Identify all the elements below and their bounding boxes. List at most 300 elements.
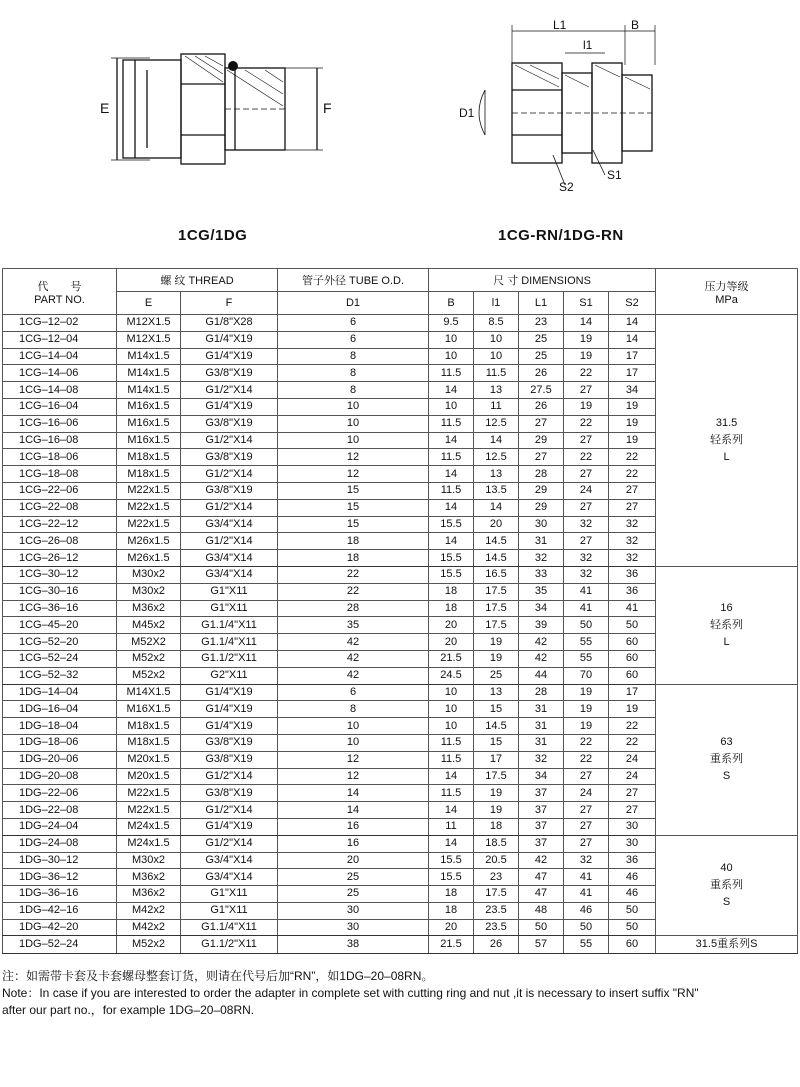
pressure-line: 31.5 — [715, 416, 738, 429]
header-e: E — [117, 292, 181, 315]
cell-dim-s2: 22 — [609, 466, 656, 483]
cell-dim-s2: 27 — [609, 482, 656, 499]
table-row — [3, 315, 798, 332]
cell-dim-l1-small: 16.5 — [474, 566, 519, 583]
cell-dim-l1: 23 — [519, 315, 564, 332]
cell-dim-l1-small: 26 — [474, 936, 519, 954]
cell-dim-l1: 31 — [519, 533, 564, 550]
cell-part-no: 1CG–52–32 — [3, 667, 117, 684]
cell-part-no: 1DG–52–24 — [3, 936, 117, 954]
header-tube: 管子外径 TUBE O.D. — [278, 269, 429, 292]
pressure-line: L — [723, 635, 730, 648]
cell-thread-e: M22x1.5 — [117, 482, 181, 499]
cell-dim-s2: 36 — [609, 566, 656, 583]
cell-part-no: 1CG–14–08 — [3, 382, 117, 399]
cell-dim-l1: 47 — [519, 886, 564, 903]
cell-thread-f: G1/2"X14 — [181, 382, 278, 399]
cell-thread-e: M12X1.5 — [117, 331, 181, 348]
cell-dim-l1-small: 13 — [474, 382, 519, 399]
cell-thread-f: G1/2"X14 — [181, 533, 278, 550]
cell-dim-l1: 37 — [519, 802, 564, 819]
cell-dim-l1: 34 — [519, 600, 564, 617]
cell-thread-e: M12X1.5 — [117, 315, 181, 332]
cell-part-no: 1DG–18–04 — [3, 718, 117, 735]
cell-part-no: 1DG–18–06 — [3, 734, 117, 751]
cell-thread-f: G1/2"X14 — [181, 432, 278, 449]
fitting-drawing-rn — [455, 15, 685, 195]
cell-dim-l1-small: 25 — [474, 667, 519, 684]
cell-dim-b: 11.5 — [429, 751, 474, 768]
header-s2: S2 — [609, 292, 656, 315]
cell-part-no: 1CG–16–06 — [3, 415, 117, 432]
notes — [2, 968, 699, 1019]
cell-part-no: 1DG–30–12 — [3, 852, 117, 869]
caption-rn: 1CG-RN/1DG-RN — [498, 227, 624, 244]
cell-dim-s2: 34 — [609, 382, 656, 399]
cell-dim-b: 14 — [429, 432, 474, 449]
cell-dim-b: 11.5 — [429, 449, 474, 466]
cell-part-no: 1DG–24–08 — [3, 835, 117, 852]
cell-tube-d1: 10 — [278, 734, 429, 751]
cell-thread-f: G1/4"X19 — [181, 684, 278, 701]
cell-thread-e: M16x1.5 — [117, 398, 181, 415]
cell-part-no: 1DG–20–06 — [3, 751, 117, 768]
cell-dim-l1-small: 8.5 — [474, 315, 519, 332]
cell-dim-l1-small: 17 — [474, 751, 519, 768]
cell-tube-d1: 30 — [278, 902, 429, 919]
cell-dim-s2: 50 — [609, 902, 656, 919]
cell-dim-b: 10 — [429, 684, 474, 701]
cell-dim-l1: 48 — [519, 902, 564, 919]
cell-tube-d1: 8 — [278, 382, 429, 399]
pressure-line: 16 — [720, 601, 733, 614]
header-dimensions: 尺 寸 DIMENSIONS — [429, 269, 656, 292]
cell-dim-l1-small: 17.5 — [474, 768, 519, 785]
cell-part-no: 1CG–18–08 — [3, 466, 117, 483]
header-d1: D1 — [278, 292, 429, 315]
cell-part-no: 1DG–42–20 — [3, 919, 117, 936]
cell-dim-l1-small: 19 — [474, 785, 519, 802]
cell-part-no: 1CG–26–12 — [3, 550, 117, 567]
cell-tube-d1: 12 — [278, 466, 429, 483]
cell-dim-s1: 41 — [564, 583, 609, 600]
cell-thread-f: G1/2"X14 — [181, 499, 278, 516]
cell-dim-s1: 41 — [564, 869, 609, 886]
cell-thread-f: G3/8"X19 — [181, 449, 278, 466]
cell-thread-e: M22x1.5 — [117, 516, 181, 533]
cell-dim-s1: 22 — [564, 415, 609, 432]
cell-dim-s2: 32 — [609, 516, 656, 533]
cell-part-no: 1DG–36–12 — [3, 869, 117, 886]
cell-dim-l1: 44 — [519, 667, 564, 684]
cell-dim-l1-small: 10 — [474, 348, 519, 365]
cell-dim-s1: 32 — [564, 516, 609, 533]
cell-part-no: 1CG–52–24 — [3, 650, 117, 667]
cell-thread-e: M14X1.5 — [117, 684, 181, 701]
cell-dim-s2: 32 — [609, 533, 656, 550]
cell-thread-e: M30x2 — [117, 566, 181, 583]
pressure-rating — [656, 835, 798, 936]
cell-dim-s1: 32 — [564, 550, 609, 567]
cell-tube-d1: 16 — [278, 835, 429, 852]
cell-dim-s2: 17 — [609, 348, 656, 365]
cell-dim-l1-small: 18.5 — [474, 835, 519, 852]
cell-thread-f: G1/4"X19 — [181, 701, 278, 718]
cell-dim-l1: 47 — [519, 869, 564, 886]
cell-thread-f: G1/2"X14 — [181, 466, 278, 483]
cell-part-no: 1CG–22–06 — [3, 482, 117, 499]
cell-dim-l1: 31 — [519, 701, 564, 718]
cell-dim-l1: 31 — [519, 718, 564, 735]
cell-part-no: 1DG–22–06 — [3, 785, 117, 802]
cell-part-no: 1CG–14–04 — [3, 348, 117, 365]
table-row — [3, 936, 798, 954]
cell-dim-b: 18 — [429, 600, 474, 617]
cell-thread-f: G1.1/4"X11 — [181, 634, 278, 651]
cell-thread-e: M36x2 — [117, 886, 181, 903]
cell-dim-b: 14 — [429, 768, 474, 785]
cell-thread-f: G1.1/4"X11 — [181, 617, 278, 634]
cell-dim-s1: 50 — [564, 617, 609, 634]
cell-dim-s2: 27 — [609, 785, 656, 802]
cell-dim-s1: 19 — [564, 348, 609, 365]
cell-dim-b: 18 — [429, 902, 474, 919]
header-l1-small: l1 — [474, 292, 519, 315]
cell-dim-b: 10 — [429, 398, 474, 415]
pressure-line: 40 — [720, 862, 733, 875]
pressure-rating — [656, 315, 798, 567]
table-row — [3, 835, 798, 852]
cell-thread-e: M14x1.5 — [117, 348, 181, 365]
dimension-label-f: F — [323, 100, 332, 116]
cell-dim-s2: 19 — [609, 432, 656, 449]
cell-dim-l1: 29 — [519, 432, 564, 449]
cell-thread-f: G1/2"X14 — [181, 768, 278, 785]
cell-dim-s1: 27 — [564, 835, 609, 852]
cell-thread-f: G1/4"X19 — [181, 398, 278, 415]
pressure-line: S — [722, 770, 731, 783]
cell-tube-d1: 10 — [278, 415, 429, 432]
cell-tube-d1: 8 — [278, 348, 429, 365]
cell-thread-f: G3/4"X14 — [181, 516, 278, 533]
cell-tube-d1: 30 — [278, 919, 429, 936]
cell-dim-l1-small: 14.5 — [474, 550, 519, 567]
cell-thread-f: G3/8"X19 — [181, 415, 278, 432]
cell-dim-s1: 50 — [564, 919, 609, 936]
cell-dim-l1: 29 — [519, 499, 564, 516]
cell-dim-s1: 14 — [564, 315, 609, 332]
cell-thread-f: G1"X11 — [181, 902, 278, 919]
cell-thread-e: M14x1.5 — [117, 382, 181, 399]
cell-dim-l1-small: 15 — [474, 701, 519, 718]
cell-dim-b: 18 — [429, 886, 474, 903]
cell-dim-b: 15.5 — [429, 852, 474, 869]
cell-dim-l1-small: 20.5 — [474, 852, 519, 869]
cell-dim-l1: 50 — [519, 919, 564, 936]
cell-thread-f: G1"X11 — [181, 600, 278, 617]
cell-dim-s2: 60 — [609, 634, 656, 651]
cell-dim-b: 11.5 — [429, 734, 474, 751]
cell-thread-e: M30x2 — [117, 852, 181, 869]
cell-tube-d1: 15 — [278, 482, 429, 499]
cell-tube-d1: 15 — [278, 499, 429, 516]
cell-part-no: 1DG–14–04 — [3, 684, 117, 701]
cell-thread-e: M52X2 — [117, 634, 181, 651]
cell-dim-s2: 17 — [609, 365, 656, 382]
cell-tube-d1: 12 — [278, 768, 429, 785]
cell-dim-l1-small: 23.5 — [474, 919, 519, 936]
cell-part-no: 1DG–24–04 — [3, 818, 117, 835]
cell-dim-l1: 32 — [519, 550, 564, 567]
cell-part-no: 1DG–16–04 — [3, 701, 117, 718]
cell-dim-l1: 57 — [519, 936, 564, 954]
cell-thread-e: M18x1.5 — [117, 449, 181, 466]
cell-dim-b: 11.5 — [429, 365, 474, 382]
cell-thread-e: M36x2 — [117, 600, 181, 617]
cell-thread-f: G3/8"X19 — [181, 482, 278, 499]
cell-thread-f: G1/8"X28 — [181, 315, 278, 332]
cell-dim-b: 15.5 — [429, 516, 474, 533]
cell-dim-s1: 27 — [564, 818, 609, 835]
cell-thread-e: M52x2 — [117, 667, 181, 684]
cell-part-no: 1CG–45–20 — [3, 617, 117, 634]
cell-dim-b: 14 — [429, 499, 474, 516]
cell-dim-l1: 42 — [519, 634, 564, 651]
cell-dim-l1-small: 11 — [474, 398, 519, 415]
cell-thread-f: G2"X11 — [181, 667, 278, 684]
pressure-rating — [656, 684, 798, 835]
cell-thread-f: G1"X11 — [181, 886, 278, 903]
cell-dim-b: 14 — [429, 802, 474, 819]
cell-thread-e: M26x1.5 — [117, 533, 181, 550]
cell-dim-l1-small: 20 — [474, 516, 519, 533]
cell-dim-s1: 46 — [564, 902, 609, 919]
cell-thread-e: M18x1.5 — [117, 718, 181, 735]
pressure-line: 重系列 — [710, 753, 744, 766]
cell-dim-s2: 27 — [609, 499, 656, 516]
cell-dim-b: 14 — [429, 533, 474, 550]
cell-dim-s1: 70 — [564, 667, 609, 684]
cell-thread-e: M36x2 — [117, 869, 181, 886]
cell-dim-l1-small: 13.5 — [474, 482, 519, 499]
cell-dim-b: 14 — [429, 466, 474, 483]
cell-dim-s1: 55 — [564, 634, 609, 651]
pressure-line: L — [723, 450, 730, 463]
cell-dim-b: 14 — [429, 382, 474, 399]
pressure-rating — [656, 566, 798, 684]
cell-thread-f: G3/8"X19 — [181, 734, 278, 751]
cell-part-no: 1CG–36–16 — [3, 600, 117, 617]
cell-dim-s1: 27 — [564, 802, 609, 819]
cell-dim-s2: 46 — [609, 886, 656, 903]
cell-dim-s2: 19 — [609, 701, 656, 718]
cell-dim-s1: 22 — [564, 734, 609, 751]
cell-dim-s2: 41 — [609, 600, 656, 617]
cell-thread-e: M16x1.5 — [117, 432, 181, 449]
cell-tube-d1: 35 — [278, 617, 429, 634]
cell-tube-d1: 14 — [278, 785, 429, 802]
cell-dim-s2: 36 — [609, 583, 656, 600]
cell-thread-f: G1/2"X14 — [181, 835, 278, 852]
cell-dim-l1: 27 — [519, 415, 564, 432]
cell-dim-b: 10 — [429, 331, 474, 348]
cell-dim-s1: 24 — [564, 482, 609, 499]
cell-thread-e: M24x1.5 — [117, 835, 181, 852]
cell-dim-s1: 22 — [564, 365, 609, 382]
header-s1: S1 — [564, 292, 609, 315]
cell-dim-s2: 22 — [609, 734, 656, 751]
cell-dim-b: 20 — [429, 617, 474, 634]
header-pressure-unit: MPa — [715, 293, 738, 306]
cell-tube-d1: 25 — [278, 886, 429, 903]
cell-dim-s1: 27 — [564, 432, 609, 449]
cell-dim-b: 11 — [429, 818, 474, 835]
cell-dim-s2: 60 — [609, 650, 656, 667]
cell-dim-l1: 25 — [519, 331, 564, 348]
header-pressure — [656, 269, 798, 315]
cell-dim-l1-small: 10 — [474, 331, 519, 348]
cell-tube-d1: 8 — [278, 701, 429, 718]
cell-thread-f: G1/2"X14 — [181, 802, 278, 819]
cell-dim-s1: 55 — [564, 936, 609, 954]
cell-dim-l1: 39 — [519, 617, 564, 634]
cell-dim-b: 21.5 — [429, 936, 474, 954]
cell-tube-d1: 6 — [278, 315, 429, 332]
cell-dim-s1: 22 — [564, 449, 609, 466]
cell-thread-f: G3/4"X14 — [181, 566, 278, 583]
cell-dim-b: 11.5 — [429, 785, 474, 802]
cell-thread-e: M14x1.5 — [117, 365, 181, 382]
pressure-rating — [656, 936, 798, 954]
cell-part-no: 1CG–16–04 — [3, 398, 117, 415]
cell-part-no: 1DG–20–08 — [3, 768, 117, 785]
header-part-no — [3, 269, 117, 315]
cell-dim-s2: 32 — [609, 550, 656, 567]
cell-dim-l1-small: 19 — [474, 802, 519, 819]
cell-dim-l1: 42 — [519, 650, 564, 667]
cell-dim-s1: 32 — [564, 852, 609, 869]
cell-dim-l1-small: 23 — [474, 869, 519, 886]
cell-dim-b: 15.5 — [429, 566, 474, 583]
cell-thread-e: M20x1.5 — [117, 751, 181, 768]
cell-thread-e: M18x1.5 — [117, 466, 181, 483]
cell-dim-l1: 33 — [519, 566, 564, 583]
cell-dim-l1-small: 11.5 — [474, 365, 519, 382]
cell-dim-l1-small: 17.5 — [474, 886, 519, 903]
cell-tube-d1: 18 — [278, 550, 429, 567]
cell-dim-l1-small: 13 — [474, 684, 519, 701]
cell-dim-s2: 19 — [609, 398, 656, 415]
cell-dim-s1: 32 — [564, 566, 609, 583]
cell-part-no: 1CG–18–06 — [3, 449, 117, 466]
cell-tube-d1: 6 — [278, 684, 429, 701]
cell-part-no: 1DG–36–16 — [3, 886, 117, 903]
cell-thread-f: G3/8"X19 — [181, 751, 278, 768]
cell-part-no: 1CG–22–12 — [3, 516, 117, 533]
cell-thread-e: M45x2 — [117, 617, 181, 634]
cell-dim-l1-small: 14.5 — [474, 718, 519, 735]
cell-dim-l1: 31 — [519, 734, 564, 751]
cell-tube-d1: 22 — [278, 566, 429, 583]
cell-tube-d1: 8 — [278, 365, 429, 382]
cell-dim-s1: 22 — [564, 751, 609, 768]
cell-dim-l1: 28 — [519, 466, 564, 483]
note-cn: 注：如需带卡套及卡套螺母整套订货，则请在代号后加“RN”，如1DG–20–08RN。 — [2, 969, 434, 983]
cell-dim-s2: 24 — [609, 751, 656, 768]
cell-dim-b: 15.5 — [429, 869, 474, 886]
cell-part-no: 1CG–12–02 — [3, 315, 117, 332]
cell-dim-s1: 19 — [564, 684, 609, 701]
cell-tube-d1: 12 — [278, 449, 429, 466]
cell-dim-s2: 22 — [609, 718, 656, 735]
header-b: B — [429, 292, 474, 315]
cell-dim-s1: 19 — [564, 398, 609, 415]
cell-dim-l1-small: 13 — [474, 466, 519, 483]
cell-thread-f: G3/8"X19 — [181, 785, 278, 802]
cell-dim-l1: 25 — [519, 348, 564, 365]
cell-dim-b: 14 — [429, 835, 474, 852]
cell-thread-f: G1/4"X19 — [181, 718, 278, 735]
cell-tube-d1: 15 — [278, 516, 429, 533]
cell-dim-b: 21.5 — [429, 650, 474, 667]
cell-thread-e: M42x2 — [117, 902, 181, 919]
note-en-line2: after our part no.，for example 1DG–20–08RN. — [2, 1003, 255, 1017]
cell-dim-b: 24.5 — [429, 667, 474, 684]
table-row — [3, 566, 798, 583]
cell-dim-s1: 27 — [564, 533, 609, 550]
cell-dim-b: 15.5 — [429, 550, 474, 567]
pressure-line: 轻系列 — [710, 433, 744, 446]
cell-dim-s2: 50 — [609, 617, 656, 634]
cell-thread-e: M22x1.5 — [117, 499, 181, 516]
spec-table-body — [3, 315, 798, 954]
cell-dim-l1-small: 18 — [474, 818, 519, 835]
cell-dim-l1: 35 — [519, 583, 564, 600]
cell-dim-l1: 37 — [519, 835, 564, 852]
cell-thread-e: M52x2 — [117, 936, 181, 954]
cell-part-no: 1CG–14–06 — [3, 365, 117, 382]
cell-thread-f: G1/4"X19 — [181, 818, 278, 835]
cell-part-no: 1CG–16–08 — [3, 432, 117, 449]
cell-part-no: 1CG–52–20 — [3, 634, 117, 651]
table-row — [3, 684, 798, 701]
cell-dim-s1: 27 — [564, 382, 609, 399]
cell-dim-b: 10 — [429, 348, 474, 365]
cell-part-no: 1CG–22–08 — [3, 499, 117, 516]
cell-dim-s1: 55 — [564, 650, 609, 667]
cell-dim-s2: 60 — [609, 936, 656, 954]
cell-dim-l1: 27.5 — [519, 382, 564, 399]
cell-tube-d1: 14 — [278, 802, 429, 819]
cell-tube-d1: 25 — [278, 869, 429, 886]
cell-thread-e: M24x1.5 — [117, 818, 181, 835]
cell-dim-s1: 24 — [564, 785, 609, 802]
cell-dim-l1: 26 — [519, 398, 564, 415]
cell-part-no: 1DG–22–08 — [3, 802, 117, 819]
cell-dim-b: 10 — [429, 701, 474, 718]
cell-thread-e: M16X1.5 — [117, 701, 181, 718]
cell-dim-l1: 29 — [519, 482, 564, 499]
cell-dim-s2: 60 — [609, 667, 656, 684]
cell-dim-s1: 19 — [564, 718, 609, 735]
cell-dim-s2: 30 — [609, 818, 656, 835]
cell-dim-s2: 24 — [609, 768, 656, 785]
cell-dim-s1: 27 — [564, 466, 609, 483]
cell-dim-b: 20 — [429, 634, 474, 651]
cell-thread-e: M52x2 — [117, 650, 181, 667]
cell-part-no: 1CG–26–08 — [3, 533, 117, 550]
dimension-label-s2: S2 — [559, 180, 574, 194]
